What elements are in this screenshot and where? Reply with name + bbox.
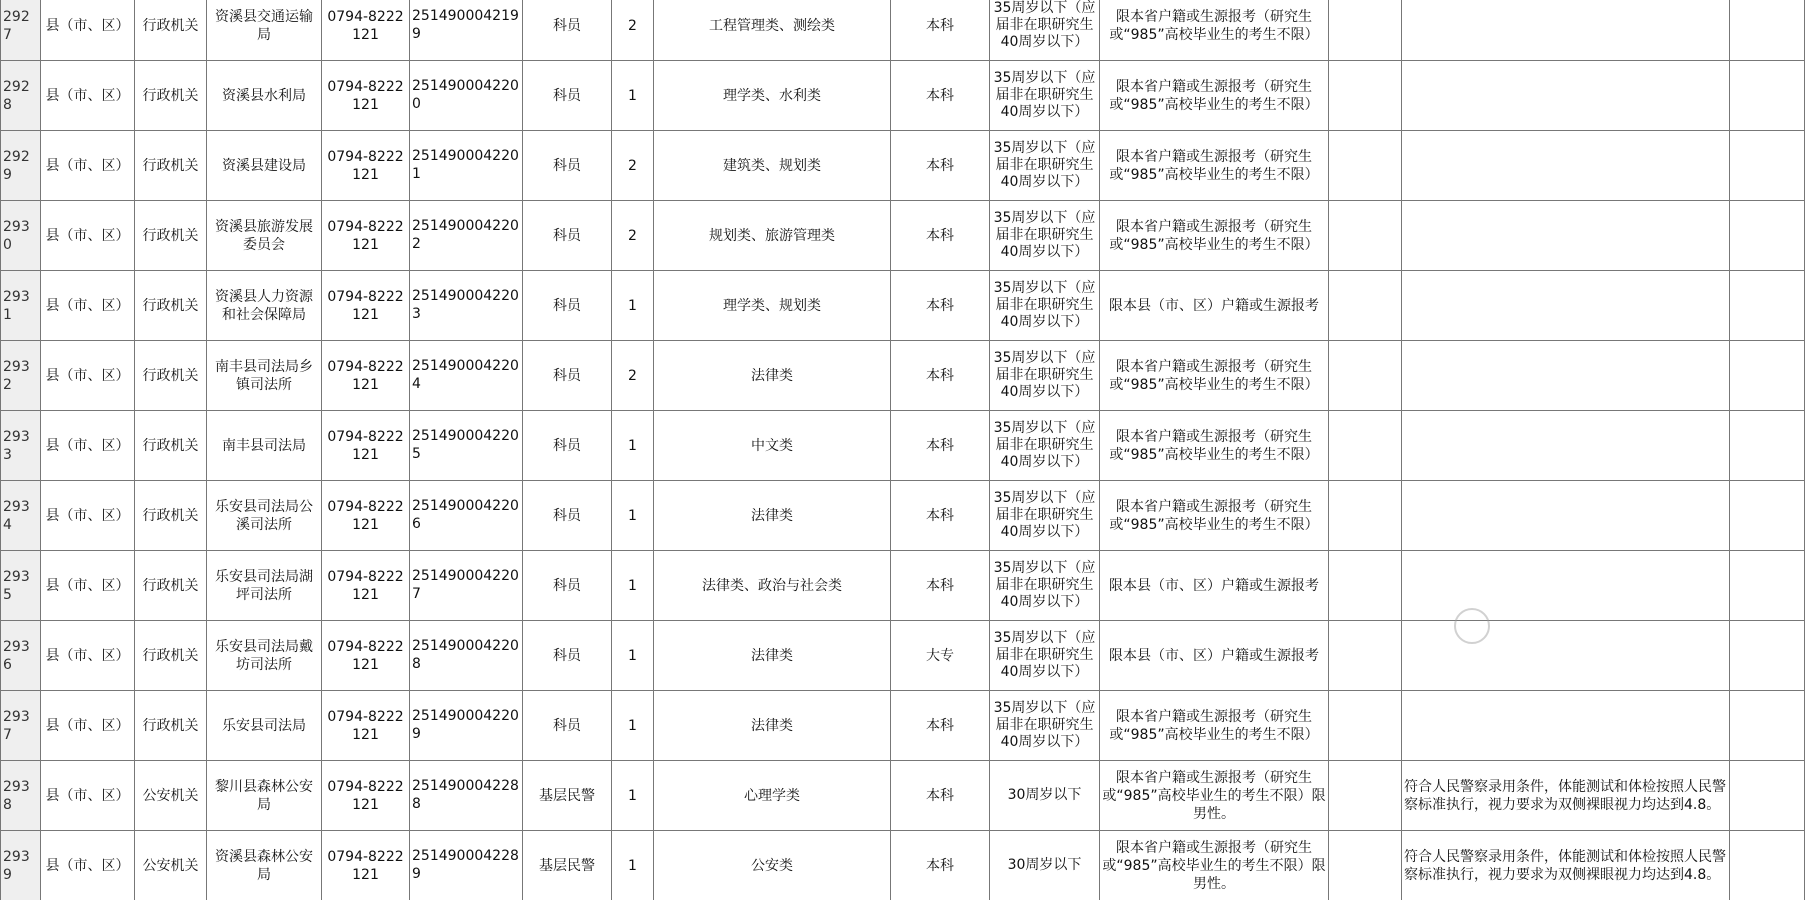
position-code-cell[interactable]: 2514900042206 <box>410 481 523 551</box>
education-cell[interactable]: 本科 <box>891 411 990 481</box>
position-code-cell[interactable]: 2514900042205 <box>410 411 523 481</box>
count-cell[interactable]: 2 <box>612 341 654 411</box>
position-code-cell[interactable]: 2514900042288 <box>410 761 523 831</box>
post-cell[interactable]: 科员 <box>523 481 612 551</box>
extra-cell[interactable] <box>1329 481 1402 551</box>
phone-cell[interactable]: 0794-8222121 <box>322 831 410 900</box>
requirement-cell[interactable]: 限本省户籍或生源报考（研究生或“985”高校毕业生的考生不限） <box>1100 481 1329 551</box>
row-number[interactable]: 2937 <box>1 691 41 761</box>
org-type-cell[interactable]: 行政机关 <box>135 271 207 341</box>
age-cell[interactable]: 35周岁以下（应届非在职研究生40周岁以下） <box>990 551 1100 621</box>
major-cell[interactable]: 法律类 <box>654 341 891 411</box>
major-cell[interactable]: 法律类、政治与社会类 <box>654 551 891 621</box>
table-row[interactable] <box>1 551 1805 621</box>
phone-cell[interactable]: 0794-8222121 <box>322 761 410 831</box>
phone-cell[interactable]: 0794-8222121 <box>322 691 410 761</box>
requirement-cell[interactable]: 限本县（市、区）户籍或生源报考 <box>1100 621 1329 691</box>
row-number[interactable]: 2933 <box>1 411 41 481</box>
major-cell[interactable]: 规划类、旅游管理类 <box>654 201 891 271</box>
note-cell[interactable] <box>1402 201 1730 271</box>
blank-cell[interactable] <box>1730 411 1805 481</box>
table-row[interactable] <box>1 131 1805 201</box>
position-code-cell[interactable]: 2514900042207 <box>410 551 523 621</box>
org-type-cell[interactable]: 行政机关 <box>135 691 207 761</box>
education-cell[interactable]: 本科 <box>891 271 990 341</box>
age-cell[interactable]: 35周岁以下（应届非在职研究生40周岁以下） <box>990 61 1100 131</box>
org-type-cell[interactable]: 行政机关 <box>135 411 207 481</box>
phone-cell[interactable]: 0794-8222121 <box>322 551 410 621</box>
unit-cell[interactable]: 资溪县旅游发展委员会 <box>207 201 322 271</box>
level-cell[interactable]: 县（市、区） <box>41 201 135 271</box>
count-cell[interactable]: 1 <box>612 411 654 481</box>
post-cell[interactable]: 科员 <box>523 551 612 621</box>
major-cell[interactable]: 理学类、水利类 <box>654 61 891 131</box>
education-cell[interactable]: 大专 <box>891 621 990 691</box>
requirement-cell[interactable]: 限本省户籍或生源报考（研究生或“985”高校毕业生的考生不限）限男性。 <box>1100 761 1329 831</box>
row-number[interactable]: 2935 <box>1 551 41 621</box>
position-code-cell[interactable]: 2514900042199 <box>410 0 523 61</box>
row-number[interactable]: 2938 <box>1 761 41 831</box>
blank-cell[interactable] <box>1730 481 1805 551</box>
table-row[interactable] <box>1 831 1805 900</box>
unit-cell[interactable]: 资溪县交通运输局 <box>207 0 322 61</box>
table-row[interactable] <box>1 341 1805 411</box>
table-row[interactable] <box>1 271 1805 341</box>
blank-cell[interactable] <box>1730 131 1805 201</box>
org-type-cell[interactable]: 公安机关 <box>135 831 207 900</box>
row-number[interactable]: 2934 <box>1 481 41 551</box>
note-cell[interactable]: 符合人民警察录用条件，体能测试和体检按照人民警察标准执行，视力要求为双侧裸眼视力均达到4.8。 <box>1402 761 1730 831</box>
age-cell[interactable]: 35周岁以下（应届非在职研究生40周岁以下） <box>990 621 1100 691</box>
note-cell[interactable] <box>1402 61 1730 131</box>
org-type-cell[interactable]: 行政机关 <box>135 621 207 691</box>
post-cell[interactable]: 基层民警 <box>523 761 612 831</box>
table-row[interactable] <box>1 411 1805 481</box>
level-cell[interactable]: 县（市、区） <box>41 341 135 411</box>
major-cell[interactable]: 工程管理类、测绘类 <box>654 0 891 61</box>
org-type-cell[interactable]: 公安机关 <box>135 761 207 831</box>
major-cell[interactable]: 法律类 <box>654 691 891 761</box>
age-cell[interactable]: 35周岁以下（应届非在职研究生40周岁以下） <box>990 341 1100 411</box>
org-type-cell[interactable]: 行政机关 <box>135 131 207 201</box>
unit-cell[interactable]: 资溪县森林公安局 <box>207 831 322 900</box>
position-code-cell[interactable]: 2514900042209 <box>410 691 523 761</box>
blank-cell[interactable] <box>1730 0 1805 61</box>
requirement-cell[interactable]: 限本省户籍或生源报考（研究生或“985”高校毕业生的考生不限） <box>1100 131 1329 201</box>
phone-cell[interactable]: 0794-8222121 <box>322 341 410 411</box>
major-cell[interactable]: 心理学类 <box>654 761 891 831</box>
count-cell[interactable]: 1 <box>612 831 654 900</box>
unit-cell[interactable]: 乐安县司法局戴坊司法所 <box>207 621 322 691</box>
row-number[interactable]: 2939 <box>1 831 41 900</box>
org-type-cell[interactable]: 行政机关 <box>135 551 207 621</box>
phone-cell[interactable]: 0794-8222121 <box>322 411 410 481</box>
blank-cell[interactable] <box>1730 761 1805 831</box>
table-body <box>1 0 1805 900</box>
blank-cell[interactable] <box>1730 271 1805 341</box>
post-cell[interactable]: 科员 <box>523 621 612 691</box>
level-cell[interactable]: 县（市、区） <box>41 831 135 900</box>
position-code-cell[interactable]: 2514900042200 <box>410 61 523 131</box>
count-cell[interactable]: 2 <box>612 201 654 271</box>
age-cell[interactable]: 35周岁以下（应届非在职研究生40周岁以下） <box>990 0 1100 61</box>
major-cell[interactable]: 公安类 <box>654 831 891 900</box>
education-cell[interactable]: 本科 <box>891 0 990 61</box>
requirement-cell[interactable]: 限本省户籍或生源报考（研究生或“985”高校毕业生的考生不限） <box>1100 201 1329 271</box>
table-row[interactable] <box>1 761 1805 831</box>
count-cell[interactable]: 2 <box>612 131 654 201</box>
extra-cell[interactable] <box>1329 691 1402 761</box>
level-cell[interactable]: 县（市、区） <box>41 481 135 551</box>
level-cell[interactable]: 县（市、区） <box>41 621 135 691</box>
major-cell[interactable]: 建筑类、规划类 <box>654 131 891 201</box>
post-cell[interactable]: 科员 <box>523 131 612 201</box>
extra-cell[interactable] <box>1329 551 1402 621</box>
post-cell[interactable]: 科员 <box>523 61 612 131</box>
level-cell[interactable]: 县（市、区） <box>41 411 135 481</box>
extra-cell[interactable] <box>1329 831 1402 900</box>
level-cell[interactable]: 县（市、区） <box>41 131 135 201</box>
post-cell[interactable]: 科员 <box>523 271 612 341</box>
blank-cell[interactable] <box>1730 61 1805 131</box>
org-type-cell[interactable]: 行政机关 <box>135 0 207 61</box>
level-cell[interactable]: 县（市、区） <box>41 271 135 341</box>
requirement-cell[interactable]: 限本省户籍或生源报考（研究生或“985”高校毕业生的考生不限） <box>1100 691 1329 761</box>
org-type-cell[interactable]: 行政机关 <box>135 201 207 271</box>
unit-cell[interactable]: 乐安县司法局湖坪司法所 <box>207 551 322 621</box>
age-cell[interactable]: 35周岁以下（应届非在职研究生40周岁以下） <box>990 411 1100 481</box>
row-number[interactable]: 2930 <box>1 201 41 271</box>
requirement-cell[interactable]: 限本县（市、区）户籍或生源报考 <box>1100 551 1329 621</box>
unit-cell[interactable]: 南丰县司法局 <box>207 411 322 481</box>
extra-cell[interactable] <box>1329 131 1402 201</box>
table-row[interactable] <box>1 61 1805 131</box>
level-cell[interactable]: 县（市、区） <box>41 61 135 131</box>
extra-cell[interactable] <box>1329 61 1402 131</box>
post-cell[interactable]: 科员 <box>523 691 612 761</box>
extra-cell[interactable] <box>1329 271 1402 341</box>
post-cell[interactable]: 科员 <box>523 411 612 481</box>
age-cell[interactable]: 35周岁以下（应届非在职研究生40周岁以下） <box>990 481 1100 551</box>
blank-cell[interactable] <box>1730 341 1805 411</box>
requirement-cell[interactable]: 限本省户籍或生源报考（研究生或“985”高校毕业生的考生不限） <box>1100 341 1329 411</box>
note-cell[interactable] <box>1402 271 1730 341</box>
phone-cell[interactable]: 0794-8222121 <box>322 0 410 61</box>
table-row[interactable] <box>1 621 1805 691</box>
note-cell[interactable] <box>1402 341 1730 411</box>
post-cell[interactable]: 科员 <box>523 341 612 411</box>
count-cell[interactable]: 1 <box>612 271 654 341</box>
extra-cell[interactable] <box>1329 201 1402 271</box>
blank-cell[interactable] <box>1730 551 1805 621</box>
table-row[interactable] <box>1 481 1805 551</box>
blank-cell[interactable] <box>1730 691 1805 761</box>
count-cell[interactable]: 2 <box>612 0 654 61</box>
education-cell[interactable]: 本科 <box>891 201 990 271</box>
education-cell[interactable]: 本科 <box>891 131 990 201</box>
position-code-cell[interactable]: 2514900042289 <box>410 831 523 900</box>
age-cell[interactable]: 35周岁以下（应届非在职研究生40周岁以下） <box>990 271 1100 341</box>
position-code-cell[interactable]: 2514900042202 <box>410 201 523 271</box>
row-number[interactable]: 2928 <box>1 61 41 131</box>
blank-cell[interactable] <box>1730 621 1805 691</box>
education-cell[interactable]: 本科 <box>891 551 990 621</box>
age-cell[interactable]: 30周岁以下 <box>990 831 1100 900</box>
blank-cell[interactable] <box>1730 201 1805 271</box>
count-cell[interactable]: 1 <box>612 621 654 691</box>
unit-cell[interactable]: 资溪县人力资源和社会保障局 <box>207 271 322 341</box>
note-cell[interactable] <box>1402 131 1730 201</box>
phone-cell[interactable]: 0794-8222121 <box>322 481 410 551</box>
requirement-cell[interactable]: 限本县（市、区）户籍或生源报考 <box>1100 271 1329 341</box>
requirement-cell[interactable]: 限本省户籍或生源报考（研究生或“985”高校毕业生的考生不限）限男性。 <box>1100 831 1329 900</box>
unit-cell[interactable]: 黎川县森林公安局 <box>207 761 322 831</box>
position-code-cell[interactable]: 2514900042204 <box>410 341 523 411</box>
extra-cell[interactable] <box>1329 761 1402 831</box>
org-type-cell[interactable]: 行政机关 <box>135 341 207 411</box>
row-number[interactable]: 2929 <box>1 131 41 201</box>
education-cell[interactable]: 本科 <box>891 761 990 831</box>
education-cell[interactable]: 本科 <box>891 61 990 131</box>
note-cell[interactable]: 符合人民警察录用条件，体能测试和体检按照人民警察标准执行，视力要求为双侧裸眼视力均达到4.8。 <box>1402 831 1730 900</box>
count-cell[interactable]: 1 <box>612 691 654 761</box>
major-cell[interactable]: 理学类、规划类 <box>654 271 891 341</box>
education-cell[interactable]: 本科 <box>891 341 990 411</box>
table-row[interactable] <box>1 691 1805 761</box>
table-row[interactable] <box>1 201 1805 271</box>
note-cell[interactable] <box>1402 621 1730 691</box>
age-cell[interactable]: 35周岁以下（应届非在职研究生40周岁以下） <box>990 201 1100 271</box>
note-cell[interactable] <box>1402 551 1730 621</box>
position-code-cell[interactable]: 2514900042201 <box>410 131 523 201</box>
position-code-cell[interactable]: 2514900042208 <box>410 621 523 691</box>
org-type-cell[interactable]: 行政机关 <box>135 481 207 551</box>
note-cell[interactable] <box>1402 481 1730 551</box>
blank-cell[interactable] <box>1730 831 1805 900</box>
phone-cell[interactable]: 0794-8222121 <box>322 131 410 201</box>
note-cell[interactable] <box>1402 691 1730 761</box>
age-cell[interactable]: 30周岁以下 <box>990 761 1100 831</box>
unit-cell[interactable]: 乐安县司法局公溪司法所 <box>207 481 322 551</box>
level-cell[interactable]: 县（市、区） <box>41 0 135 61</box>
post-cell[interactable]: 科员 <box>523 0 612 61</box>
phone-cell[interactable]: 0794-8222121 <box>322 61 410 131</box>
major-cell[interactable]: 法律类 <box>654 621 891 691</box>
requirement-cell[interactable]: 限本省户籍或生源报考（研究生或“985”高校毕业生的考生不限） <box>1100 411 1329 481</box>
major-cell[interactable]: 法律类 <box>654 481 891 551</box>
phone-cell[interactable]: 0794-8222121 <box>322 271 410 341</box>
unit-cell[interactable]: 南丰县司法局乡镇司法所 <box>207 341 322 411</box>
row-number[interactable]: 2936 <box>1 621 41 691</box>
count-cell[interactable]: 1 <box>612 761 654 831</box>
post-cell[interactable]: 基层民警 <box>523 831 612 900</box>
note-cell[interactable] <box>1402 411 1730 481</box>
extra-cell[interactable] <box>1329 341 1402 411</box>
education-cell[interactable]: 本科 <box>891 481 990 551</box>
row-number[interactable]: 2932 <box>1 341 41 411</box>
requirement-cell[interactable]: 限本省户籍或生源报考（研究生或“985”高校毕业生的考生不限） <box>1100 0 1329 61</box>
unit-cell[interactable]: 乐安县司法局 <box>207 691 322 761</box>
age-cell[interactable]: 35周岁以下（应届非在职研究生40周岁以下） <box>990 691 1100 761</box>
note-cell[interactable] <box>1402 0 1730 61</box>
phone-cell[interactable]: 0794-8222121 <box>322 201 410 271</box>
level-cell[interactable]: 县（市、区） <box>41 761 135 831</box>
count-cell[interactable]: 1 <box>612 61 654 131</box>
position-code-cell[interactable]: 2514900042203 <box>410 271 523 341</box>
extra-cell[interactable] <box>1329 621 1402 691</box>
count-cell[interactable]: 1 <box>612 481 654 551</box>
row-number[interactable]: 2931 <box>1 271 41 341</box>
table-row[interactable] <box>1 0 1805 61</box>
education-cell[interactable]: 本科 <box>891 831 990 900</box>
post-cell[interactable]: 科员 <box>523 201 612 271</box>
count-cell[interactable]: 1 <box>612 551 654 621</box>
phone-cell[interactable]: 0794-8222121 <box>322 621 410 691</box>
unit-cell[interactable]: 资溪县建设局 <box>207 131 322 201</box>
level-cell[interactable]: 县（市、区） <box>41 551 135 621</box>
education-cell[interactable]: 本科 <box>891 691 990 761</box>
row-number[interactable]: 2927 <box>1 0 41 61</box>
org-type-cell[interactable]: 行政机关 <box>135 61 207 131</box>
extra-cell[interactable] <box>1329 411 1402 481</box>
requirement-cell[interactable]: 限本省户籍或生源报考（研究生或“985”高校毕业生的考生不限） <box>1100 61 1329 131</box>
age-cell[interactable]: 35周岁以下（应届非在职研究生40周岁以下） <box>990 131 1100 201</box>
major-cell[interactable]: 中文类 <box>654 411 891 481</box>
extra-cell[interactable] <box>1329 0 1402 61</box>
level-cell[interactable]: 县（市、区） <box>41 691 135 761</box>
unit-cell[interactable]: 资溪县水利局 <box>207 61 322 131</box>
